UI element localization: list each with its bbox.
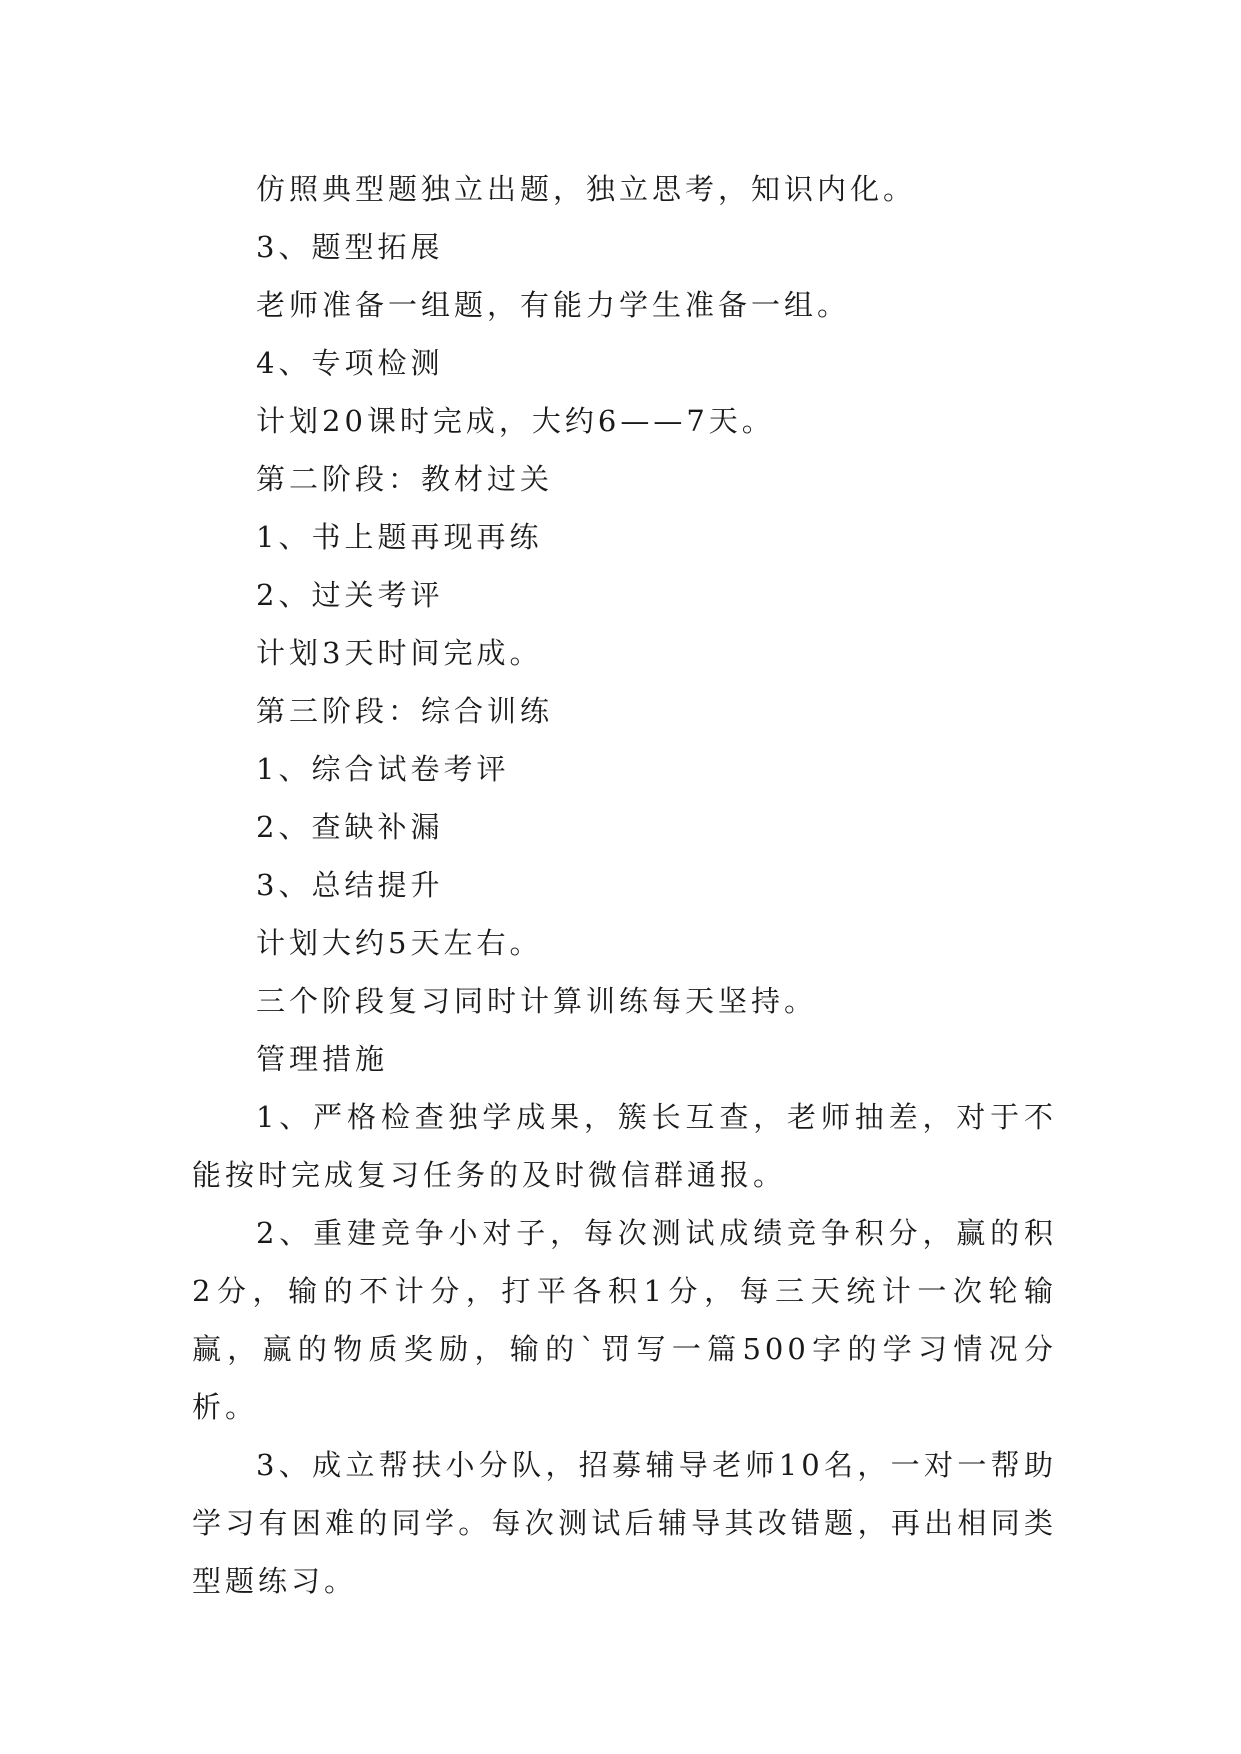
text-line: 1、书上题再现再练 xyxy=(256,520,543,554)
paragraph: 2、重建竞争小对子，每次测试成绩竞争积分，赢的积2分，输的不计分，打平各积1分，每三天统计一次轮输赢，赢的物质奖励，输的`罚写一篇500字的学习情况分析。 xyxy=(192,1216,1057,1424)
text-line: 老师准备一组题，有能力学生准备一组。 xyxy=(256,288,851,322)
text-line: 3、题型拓展 xyxy=(256,230,444,264)
section-heading: 管理措施 xyxy=(256,1042,389,1076)
text-line: 计划3天时间完成。 xyxy=(256,636,543,670)
text-line: 1、综合试卷考评 xyxy=(256,752,510,786)
text-line: 计划大约5天左右。 xyxy=(256,926,543,960)
section-heading: 第二阶段：教材过关 xyxy=(256,462,554,496)
text-line: 三个阶段复习同时计算训练每天坚持。 xyxy=(256,984,818,1018)
text-line: 2、过关考评 xyxy=(256,578,444,612)
text-line: 3、总结提升 xyxy=(256,868,444,902)
paragraph: 1、严格检查独学成果，簇长互查，老师抽差，对于不能按时完成复习任务的及时微信群通报。 xyxy=(192,1100,1057,1192)
document-body xyxy=(192,160,1057,1610)
text-line: 计划20课时完成，大约6——7天。 xyxy=(256,404,775,438)
section-heading: 第三阶段：综合训练 xyxy=(256,694,554,728)
text-line: 仿照典型题独立出题，独立思考，知识内化。 xyxy=(256,172,917,206)
text-line: 4、专项检测 xyxy=(256,346,444,380)
paragraph: 3、成立帮扶小分队，招募辅导老师10名，一对一帮助学习有困难的同学。每次测试后辅导其改错题，再出相同类型题练习。 xyxy=(192,1448,1057,1598)
text-line: 2、查缺补漏 xyxy=(256,810,444,844)
